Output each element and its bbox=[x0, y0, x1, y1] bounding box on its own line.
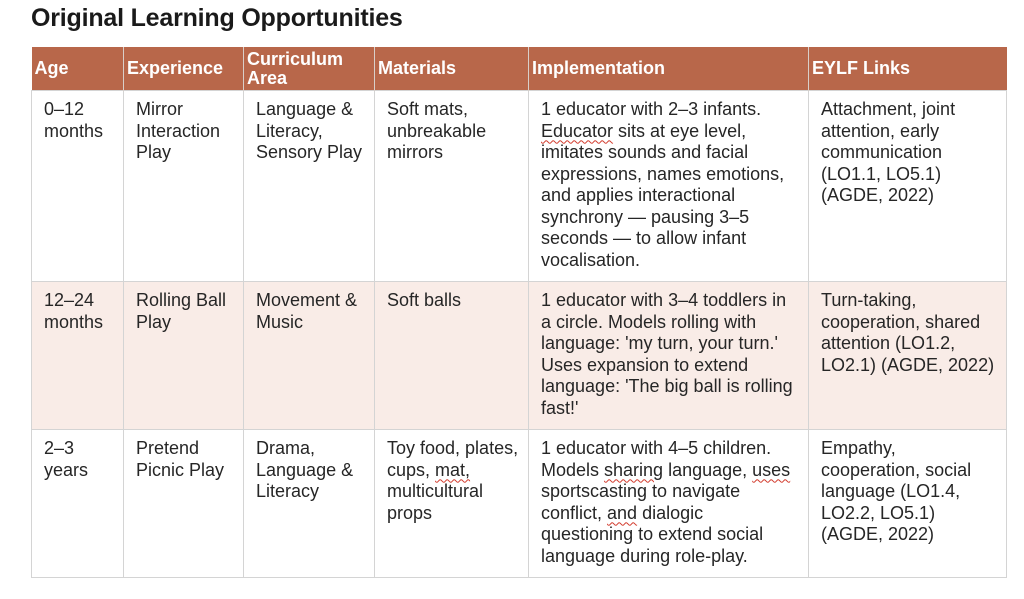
header-experience: Experience bbox=[124, 47, 244, 91]
cell-experience: Rolling Ball Play bbox=[124, 282, 244, 430]
cell-age: 0–12 months bbox=[32, 91, 124, 282]
implementation-text: sportscasting to navigate conflict, bbox=[541, 481, 741, 523]
cell-materials bbox=[375, 430, 529, 578]
cell-implementation: 1 educator with 3–4 toddlers in a circle. Models rolling with language: 'my turn, your turn.' Uses expansion to extend language: 'The big ball is rolling fast!' bbox=[529, 282, 809, 430]
implementation-text: language, bbox=[663, 459, 753, 480]
table-row bbox=[32, 91, 1007, 282]
cell-curriculum-area: Drama, Language & Literacy bbox=[244, 430, 375, 578]
header-eylf-links: EYLF Links bbox=[809, 47, 1007, 91]
cell-eylf-links: Attachment, joint attention, early communication (LO1.1, LO5.1) (AGDE, 2022) bbox=[809, 91, 1007, 282]
cell-curriculum-area: Language & Literacy, Sensory Play bbox=[244, 91, 375, 282]
spellcheck-word[interactable]: mat, bbox=[435, 459, 471, 480]
materials-text: multicultural props bbox=[387, 481, 484, 523]
implementation-text: dialogic questioning to extend social language during role-play. bbox=[541, 502, 764, 566]
cell-implementation bbox=[529, 430, 809, 578]
header-materials: Materials bbox=[375, 47, 529, 91]
spellcheck-word[interactable]: uses bbox=[752, 459, 791, 480]
cell-implementation bbox=[529, 91, 809, 282]
spellcheck-word[interactable]: and bbox=[607, 502, 638, 523]
table-row bbox=[32, 430, 1007, 578]
cell-materials: Soft balls bbox=[375, 282, 529, 430]
cell-age: 12–24 months bbox=[32, 282, 124, 430]
header-age: Age bbox=[32, 47, 124, 91]
cell-materials: Soft mats, unbreakable mirrors bbox=[375, 91, 529, 282]
cell-eylf-links: Turn-taking, cooperation, shared attention (LO1.2, LO2.1) (AGDE, 2022) bbox=[809, 282, 1007, 430]
implementation-text: 1 educator with 4–5 children. Models bbox=[541, 438, 772, 480]
cell-experience: Pretend Picnic Play bbox=[124, 430, 244, 578]
cell-age: 2–3 years bbox=[32, 430, 124, 578]
cell-eylf-links: Empathy, cooperation, social language (LO1.4, LO2.2, LO5.1) (AGDE, 2022) bbox=[809, 430, 1007, 578]
spellcheck-word[interactable]: sharing bbox=[604, 459, 664, 480]
header-curriculum-area: Curriculum Area bbox=[244, 47, 375, 91]
implementation-text: 1 educator with 2–3 infants. bbox=[541, 99, 762, 119]
table-header-row bbox=[32, 47, 1007, 91]
cell-curriculum-area: Movement & Music bbox=[244, 282, 375, 430]
page-title: Original Learning Opportunities bbox=[31, 4, 403, 32]
materials-text: Toy food, plates, cups, bbox=[387, 438, 519, 480]
spellcheck-word[interactable]: Educator bbox=[541, 120, 614, 141]
cell-experience: Mirror Interaction Play bbox=[124, 91, 244, 282]
implementation-text: sits at eye level, imitates sounds and facial expressions, names emotions, and applies interactional synchrony — pausing 3–5 seconds — to allow infant vocalisation. bbox=[541, 120, 785, 270]
table-row bbox=[32, 282, 1007, 430]
header-implementation: Implementation bbox=[529, 47, 809, 91]
learning-opportunities-table bbox=[31, 47, 1007, 578]
